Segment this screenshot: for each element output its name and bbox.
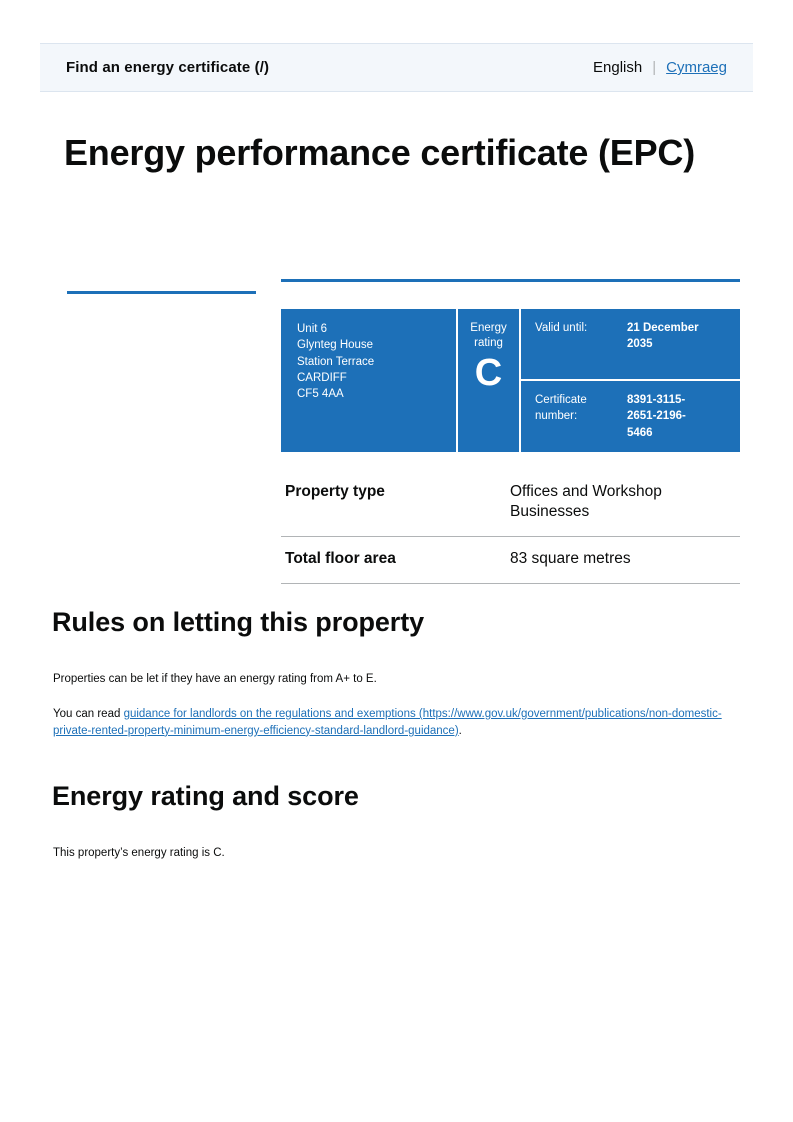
service-name-url: (/) xyxy=(254,59,270,76)
property-details-table xyxy=(281,470,740,584)
valid-until-row xyxy=(521,309,740,379)
language-switcher xyxy=(593,59,727,76)
valid-until-value-line2: 2035 xyxy=(627,338,653,351)
certificate-number-label-line1: Certificate xyxy=(535,394,587,406)
language-current: English xyxy=(593,59,643,76)
certificate-number-label-line2: number: xyxy=(535,410,578,423)
certificate-number-line3: 5466 xyxy=(627,426,653,439)
address-line-1: Unit 6 xyxy=(297,323,328,335)
rules-paragraph-2-suffix: . xyxy=(458,724,462,737)
valid-until-value-line1: 21 December xyxy=(627,322,699,334)
property-type-label: Property type xyxy=(285,483,385,500)
rating-section-heading: Energy rating and score xyxy=(52,781,359,811)
language-link-cymraeg[interactable]: Cymraeg xyxy=(666,59,727,76)
energy-rating-label-line2: rating xyxy=(474,336,503,349)
service-header-inner xyxy=(66,44,727,91)
energy-rating-block xyxy=(456,309,519,452)
energy-rating-label-line1: Energy xyxy=(470,322,507,334)
landlord-guidance-link[interactable]: guidance for landlords on the regulations and exemptions (https://www.gov.uk/government/publications/non-domestic-private-rented-property-minimum-energy-efficiency-standard-landlord-guidance) xyxy=(53,708,722,737)
certificate-number-line1: 8391-3115- xyxy=(627,394,686,406)
service-name[interactable] xyxy=(66,59,269,76)
valid-until-value xyxy=(627,320,699,369)
certificate-meta xyxy=(519,309,740,452)
property-type-value: Offices and Workshop Businesses xyxy=(510,483,662,521)
rules-paragraph-2 xyxy=(53,706,743,739)
rules-paragraph-2-prefix: You can read xyxy=(53,708,124,720)
address-line-2: Glynteg House xyxy=(297,339,374,352)
property-address xyxy=(281,309,456,452)
table-row xyxy=(281,470,740,537)
service-header xyxy=(40,43,753,92)
left-accent-rule xyxy=(67,291,256,294)
rating-paragraph-1: This property’s energy rating is C. xyxy=(53,847,225,859)
certificate-number-label xyxy=(535,392,627,442)
certificate-number-line2: 2651-2196- xyxy=(627,410,686,423)
page-title: Energy performance certificate (EPC) xyxy=(64,132,696,173)
valid-until-label: Valid until: xyxy=(535,322,588,334)
table-row xyxy=(281,537,740,584)
total-floor-area-value: 83 square metres xyxy=(510,550,631,568)
service-name-text: Find an energy certificate xyxy=(66,59,251,76)
total-floor-area-label: Total floor area xyxy=(285,550,396,568)
address-line-4: CARDIFF xyxy=(297,371,347,384)
language-separator: | xyxy=(652,59,657,76)
rules-paragraph-1: Properties can be let if they have an energy rating from A+ to E. xyxy=(53,673,377,685)
certificate-number-row xyxy=(521,379,740,452)
top-accent-rule xyxy=(281,279,740,282)
energy-rating-letter: C xyxy=(474,352,503,395)
address-line-5: CF5 4AA xyxy=(297,388,344,401)
address-line-3: Station Terrace xyxy=(297,355,375,368)
rules-section-heading: Rules on letting this property xyxy=(52,607,425,637)
certificate-number-value xyxy=(627,392,686,442)
epc-summary-box xyxy=(281,309,740,452)
